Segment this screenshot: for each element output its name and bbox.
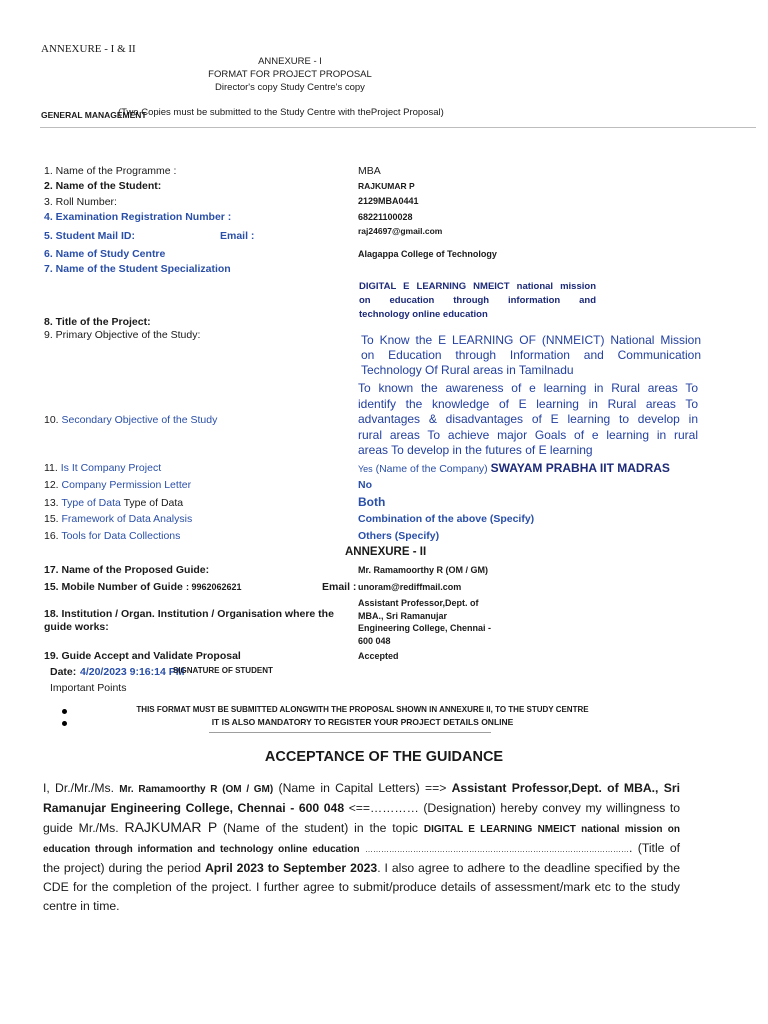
company-num: 11. (44, 462, 61, 474)
permission-num: 12. (44, 479, 62, 491)
company-project-label (44, 462, 161, 474)
datatype-text-2: Type of Data (120, 497, 184, 509)
framework-label (44, 513, 192, 525)
secondary-num: 10. (44, 414, 62, 426)
guide-value: Mr. Ramamoorthy R (OM / GM) (358, 565, 489, 575)
accept-label: 19. Guide Accept and Validate Proposal (44, 650, 241, 662)
bullet-icon (62, 709, 67, 714)
institution-line: Assistant Professor,Dept. of (358, 598, 479, 608)
secondary-line: To known the awareness of e learning in Rural areas To (358, 381, 698, 395)
primary-line: on Education through Information and Communication (361, 348, 701, 362)
acceptance-heading: ACCEPTANCE OF THE GUIDANCE (264, 749, 504, 765)
acceptance-text: . I also agree to adhere to the deadline specified by the CDE for the completion of the project. I further agree to submit/produce details of assessment/mark etc to the study centre in time. (43, 861, 680, 913)
primary-objective-value (361, 333, 701, 378)
institution-line: MBA., Sri Ramanujar (358, 610, 448, 621)
specialization-line: technology online education (359, 309, 488, 320)
specialization-value (359, 280, 596, 322)
student-label: 2. Name of the Student: (44, 180, 162, 192)
acceptance-text: <==………… (Designation) hereby convey my willingness to guide Mr./Ms. (43, 801, 680, 835)
student-value: RAJKUMAR P (358, 181, 415, 191)
secondary-objective-label (44, 414, 217, 426)
format-title: FORMAT FOR PROJECT PROPOSAL (208, 69, 372, 80)
company-name: SWAYAM PRABHA IIT MADRAS (490, 461, 670, 475)
secondary-line: areas To develop in the futures of E learning (358, 443, 593, 457)
mail-label: 5. Student Mail ID: (44, 230, 136, 242)
company-name-label: (Name of the Company) (372, 463, 491, 475)
tools-num: 16. (44, 530, 62, 542)
tools-label (44, 530, 180, 542)
important-point-2: IT IS ALSO MANDATORY TO REGISTER YOUR PROJECT DETAILS ONLINE (211, 717, 514, 727)
permission-text: Company Permission Letter (61, 479, 192, 491)
important-point-1: THIS FORMAT MUST BE SUBMITTED ALONGWITH THE PROPOSAL SHOWN IN ANNEXURE II, TO THE STUDY CENTRE (136, 705, 589, 714)
acceptance-text: I, Dr./Mr./Ms. (43, 781, 120, 795)
institution-value (358, 597, 491, 647)
exam-value: 68221100028 (358, 212, 413, 222)
header-divider (40, 127, 756, 128)
primary-line: To Know the E LEARNING OF (NNMEICT) National Mission (361, 333, 701, 347)
project-title-label: 8. Title of the Project: (44, 316, 151, 328)
annexure-2-heading: ANNEXURE - II (345, 546, 427, 558)
tools-value: Others (Specify) (358, 530, 440, 542)
acceptance-dots: ……………………………………………………………………………………… (365, 845, 629, 854)
secondary-line: identify the knowledge of E learning in Rural areas To (358, 396, 698, 411)
framework-value: Combination of the above (Specify) (358, 513, 535, 525)
permission-label (44, 479, 191, 491)
acceptance-text: . (Title of the project) during the period (43, 841, 680, 875)
roll-label: 3. Roll Number: (44, 196, 117, 208)
roll-value: 2129MBA0441 (358, 196, 419, 206)
general-management-label: GENERAL MANAGEMENT (41, 110, 147, 120)
accept-value: Accepted (358, 651, 399, 661)
specialization-line: on education through information and (359, 295, 596, 306)
institution-label: 18. Institution / Organ. Institution / Organisation where the (44, 608, 334, 620)
acceptance-topic: DIGITAL E LEARNING NMEICT national mission on education through information and technology online education (43, 824, 680, 855)
annexure-title: ANNEXURE - I & II (41, 43, 136, 55)
date-label: Date: (50, 666, 77, 678)
data-type-value: Both (358, 495, 386, 509)
acceptance-text: (Name of the student) in the topic (217, 821, 424, 835)
guide-email-value: unoram@rediffmail.com (358, 582, 462, 592)
acceptance-designation: Assistant Professor,Dept. of MBA., Sri Ramanujar Engineering College, Chennai - 600 048 (43, 781, 680, 815)
dashed-separator: ——————————————————————————————————————————————— (209, 730, 491, 736)
annexure-1-label: ANNEXURE - I (258, 56, 322, 67)
acceptance-paragraph (43, 779, 680, 916)
institution-line: 600 048 (358, 635, 391, 646)
framework-num: 15. (44, 513, 62, 525)
guide-email-label: Email : (322, 581, 357, 593)
guide-mobile-label: 15. Mobile Number of Guide (44, 581, 183, 593)
tools-text: Tools for Data Collections (61, 530, 181, 542)
bullet-icon (62, 721, 67, 726)
specialization-line: DIGITAL E LEARNING NMEICT national mission (359, 281, 596, 292)
company-yes: Yes (358, 464, 373, 474)
secondary-text: Secondary Objective of the Study (61, 414, 218, 426)
secondary-line: rural areas To achieve major Goals of e learning in rural (358, 427, 698, 442)
datatype-text: Type of Data (61, 497, 121, 509)
important-points-label: Important Points (50, 682, 127, 694)
data-type-label (44, 497, 183, 509)
two-copies-note: (Two Copies must be submitted to the Study Centre with theProject Proposal) (118, 107, 444, 118)
guide-label: 17. Name of the Proposed Guide: (44, 564, 210, 576)
exam-label: 4. Examination Registration Number : (44, 211, 232, 223)
centre-value: Alagappa College of Technology (358, 249, 497, 259)
copies-label: Director's copy Study Centre's copy (215, 82, 365, 93)
company-project-value (358, 461, 670, 475)
permission-value: No (358, 479, 372, 491)
acceptance-text: (Name in Capital Letters) ==> (273, 781, 452, 795)
programme-label: 1. Name of the Programme : (44, 165, 177, 177)
guide-mobile-value: : 9962062621 (186, 582, 242, 592)
secondary-line: advantages & disadvantages of E learning to develop in (358, 412, 698, 426)
email-label: Email : (220, 230, 255, 242)
primary-objective-label: 9. Primary Objective of the Study: (44, 329, 201, 341)
framework-text: Framework of Data Analysis (61, 513, 193, 525)
primary-line: Technology Of Rural areas in Tamilnadu (361, 363, 574, 377)
date-value: 4/20/2023 9:16:14 PM (80, 666, 185, 678)
company-text: Is It Company Project (60, 462, 162, 474)
institution-line: Engineering College, Chennai - (358, 623, 492, 633)
centre-label: 6. Name of Study Centre (44, 248, 166, 260)
secondary-objective-value (358, 381, 698, 459)
acceptance-period: April 2023 to September 2023 (204, 861, 378, 875)
signature-label: SIGNATURE OF STUDENT (173, 666, 273, 675)
specialization-label: 7. Name of the Student Specialization (44, 263, 231, 275)
acceptance-student: RAJKUMAR P (124, 819, 218, 835)
datatype-num: 13. (44, 497, 62, 509)
institution-label-cont: guide works: (44, 621, 109, 633)
mail-value: raj24697@gmail.com (358, 226, 443, 236)
acceptance-guide-name: Mr. Ramamoorthy R (OM / GM) (119, 784, 274, 795)
programme-value: MBA (358, 165, 381, 177)
